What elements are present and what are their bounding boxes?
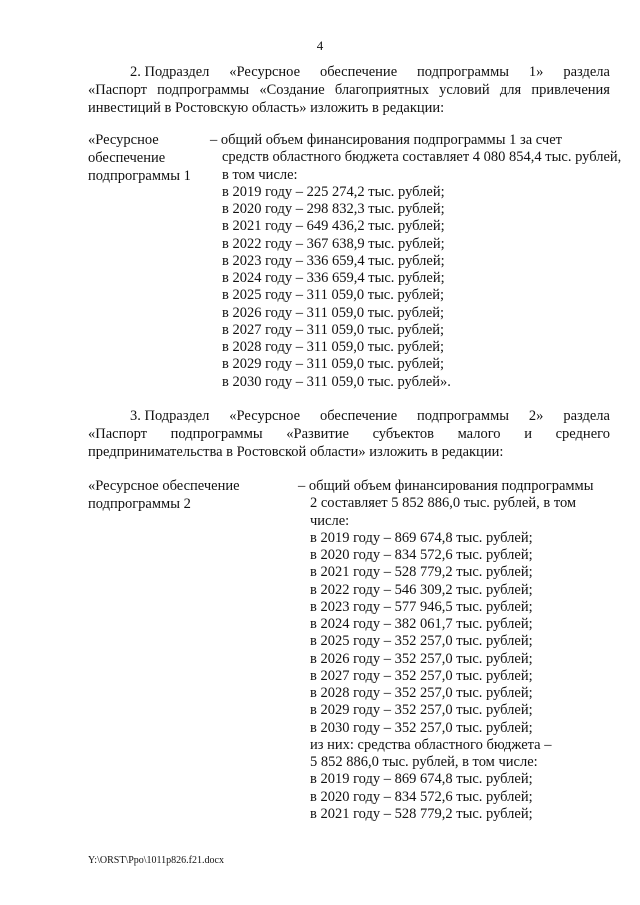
section3-body: – общий объем финансирования подпрограммы 2 составляет 5 852 886,0 тыс. рублей, в том числе: в 2019 году – 869 674,8 тыс. рублей; в 2020 году – 834 572,6 тыс. рублей; в 2021 году – 528 779,2 тыс. рублей; в 2022 году – 546 309,2 тыс. рублей; в 2023 году – 577 946,5 тыс. рублей; в 2024 году – 382 061,7 тыс. рублей; в 2025 году – 352 257,0 тыс. рублей; в 2026 году – 352 257,0 тыс. рублей; в 2027 году – 352 257,0 тыс. рублей; в 2028 году – 352 257,0 тыс. рублей; в 2029 году – 352 257,0 тыс. рублей; в 2030 году – 352 257,0 тыс. рублей; из них: средства областного бюджета – 5 852 886,0 тыс. рублей, в том числе: в 2019 году – 869 674,8 тыс. рублей; в 2020 году – 834 572,6 тыс. рублей; в 2021 году – 528 779,2 тыс. рублей; [298, 477, 610, 822]
section3-intro-line-1: 3. Подраздел «Ресурсное обеспечение подпрограммы 2» раздела [130, 408, 610, 424]
section2-intro-line-2: «Паспорт подпрограммы «Создание благоприятных условий для привлечения [88, 82, 610, 98]
section3-label: «Ресурсное обеспечение подпрограммы 2 [88, 478, 240, 512]
section2-intro-line-3: инвестиций в Ростовскую область» изложить в редакции: [88, 100, 445, 116]
section2-body: – общий объем финансирования подпрограммы 1 за счет средств областного бюджета составляет 4 080 854,4 тыс. рублей, в том числе: в 2019 году – 225 274,2 тыс. рублей; в 2020 году – 298 832,3 тыс. рублей; в 2021 году – 649 436,2 тыс. рублей; в 2022 году – 367 638,9 тыс. рублей; в 2023 году – 336 659,4 тыс. рублей; в 2024 году – 336 659,4 тыс. рублей; в 2025 году – 311 059,0 тыс. рублей; в 2026 году – 311 059,0 тыс. рублей; в 2027 году – 311 059,0 тыс. рублей; в 2028 году – 311 059,0 тыс. рублей; в 2029 году – 311 059,0 тыс. рублей; в 2030 году – 311 059,0 тыс. рублей». [210, 132, 622, 390]
section2-body-line-1 [210, 131, 610, 148]
section2-body-line-1-text: – общий объем финансирования подпрограммы 1 за счет [210, 132, 562, 148]
section2-label: «Ресурсное обеспечение подпрограммы 1 [88, 132, 191, 184]
page-number: 4 [316, 38, 324, 53]
section3-intro-line-2: «Паспорт подпрограммы «Развитие субъектов малого и среднего [88, 426, 610, 442]
section3-intro [88, 407, 610, 461]
section3-body-line-2: 2 составляет 5 852 886,0 тыс. рублей, в том [310, 495, 577, 512]
footer-file-path: Y:\ORST\Ppo\1011p826.f21.docx [88, 855, 224, 866]
section2-intro-line-1: 2. Подраздел «Ресурсное обеспечение подпрограммы 1» раздела [130, 64, 610, 80]
section3-intro-line-3: предпринимательства в Ростовской области» изложить в редакции: [88, 444, 504, 460]
section2-intro [88, 63, 610, 117]
